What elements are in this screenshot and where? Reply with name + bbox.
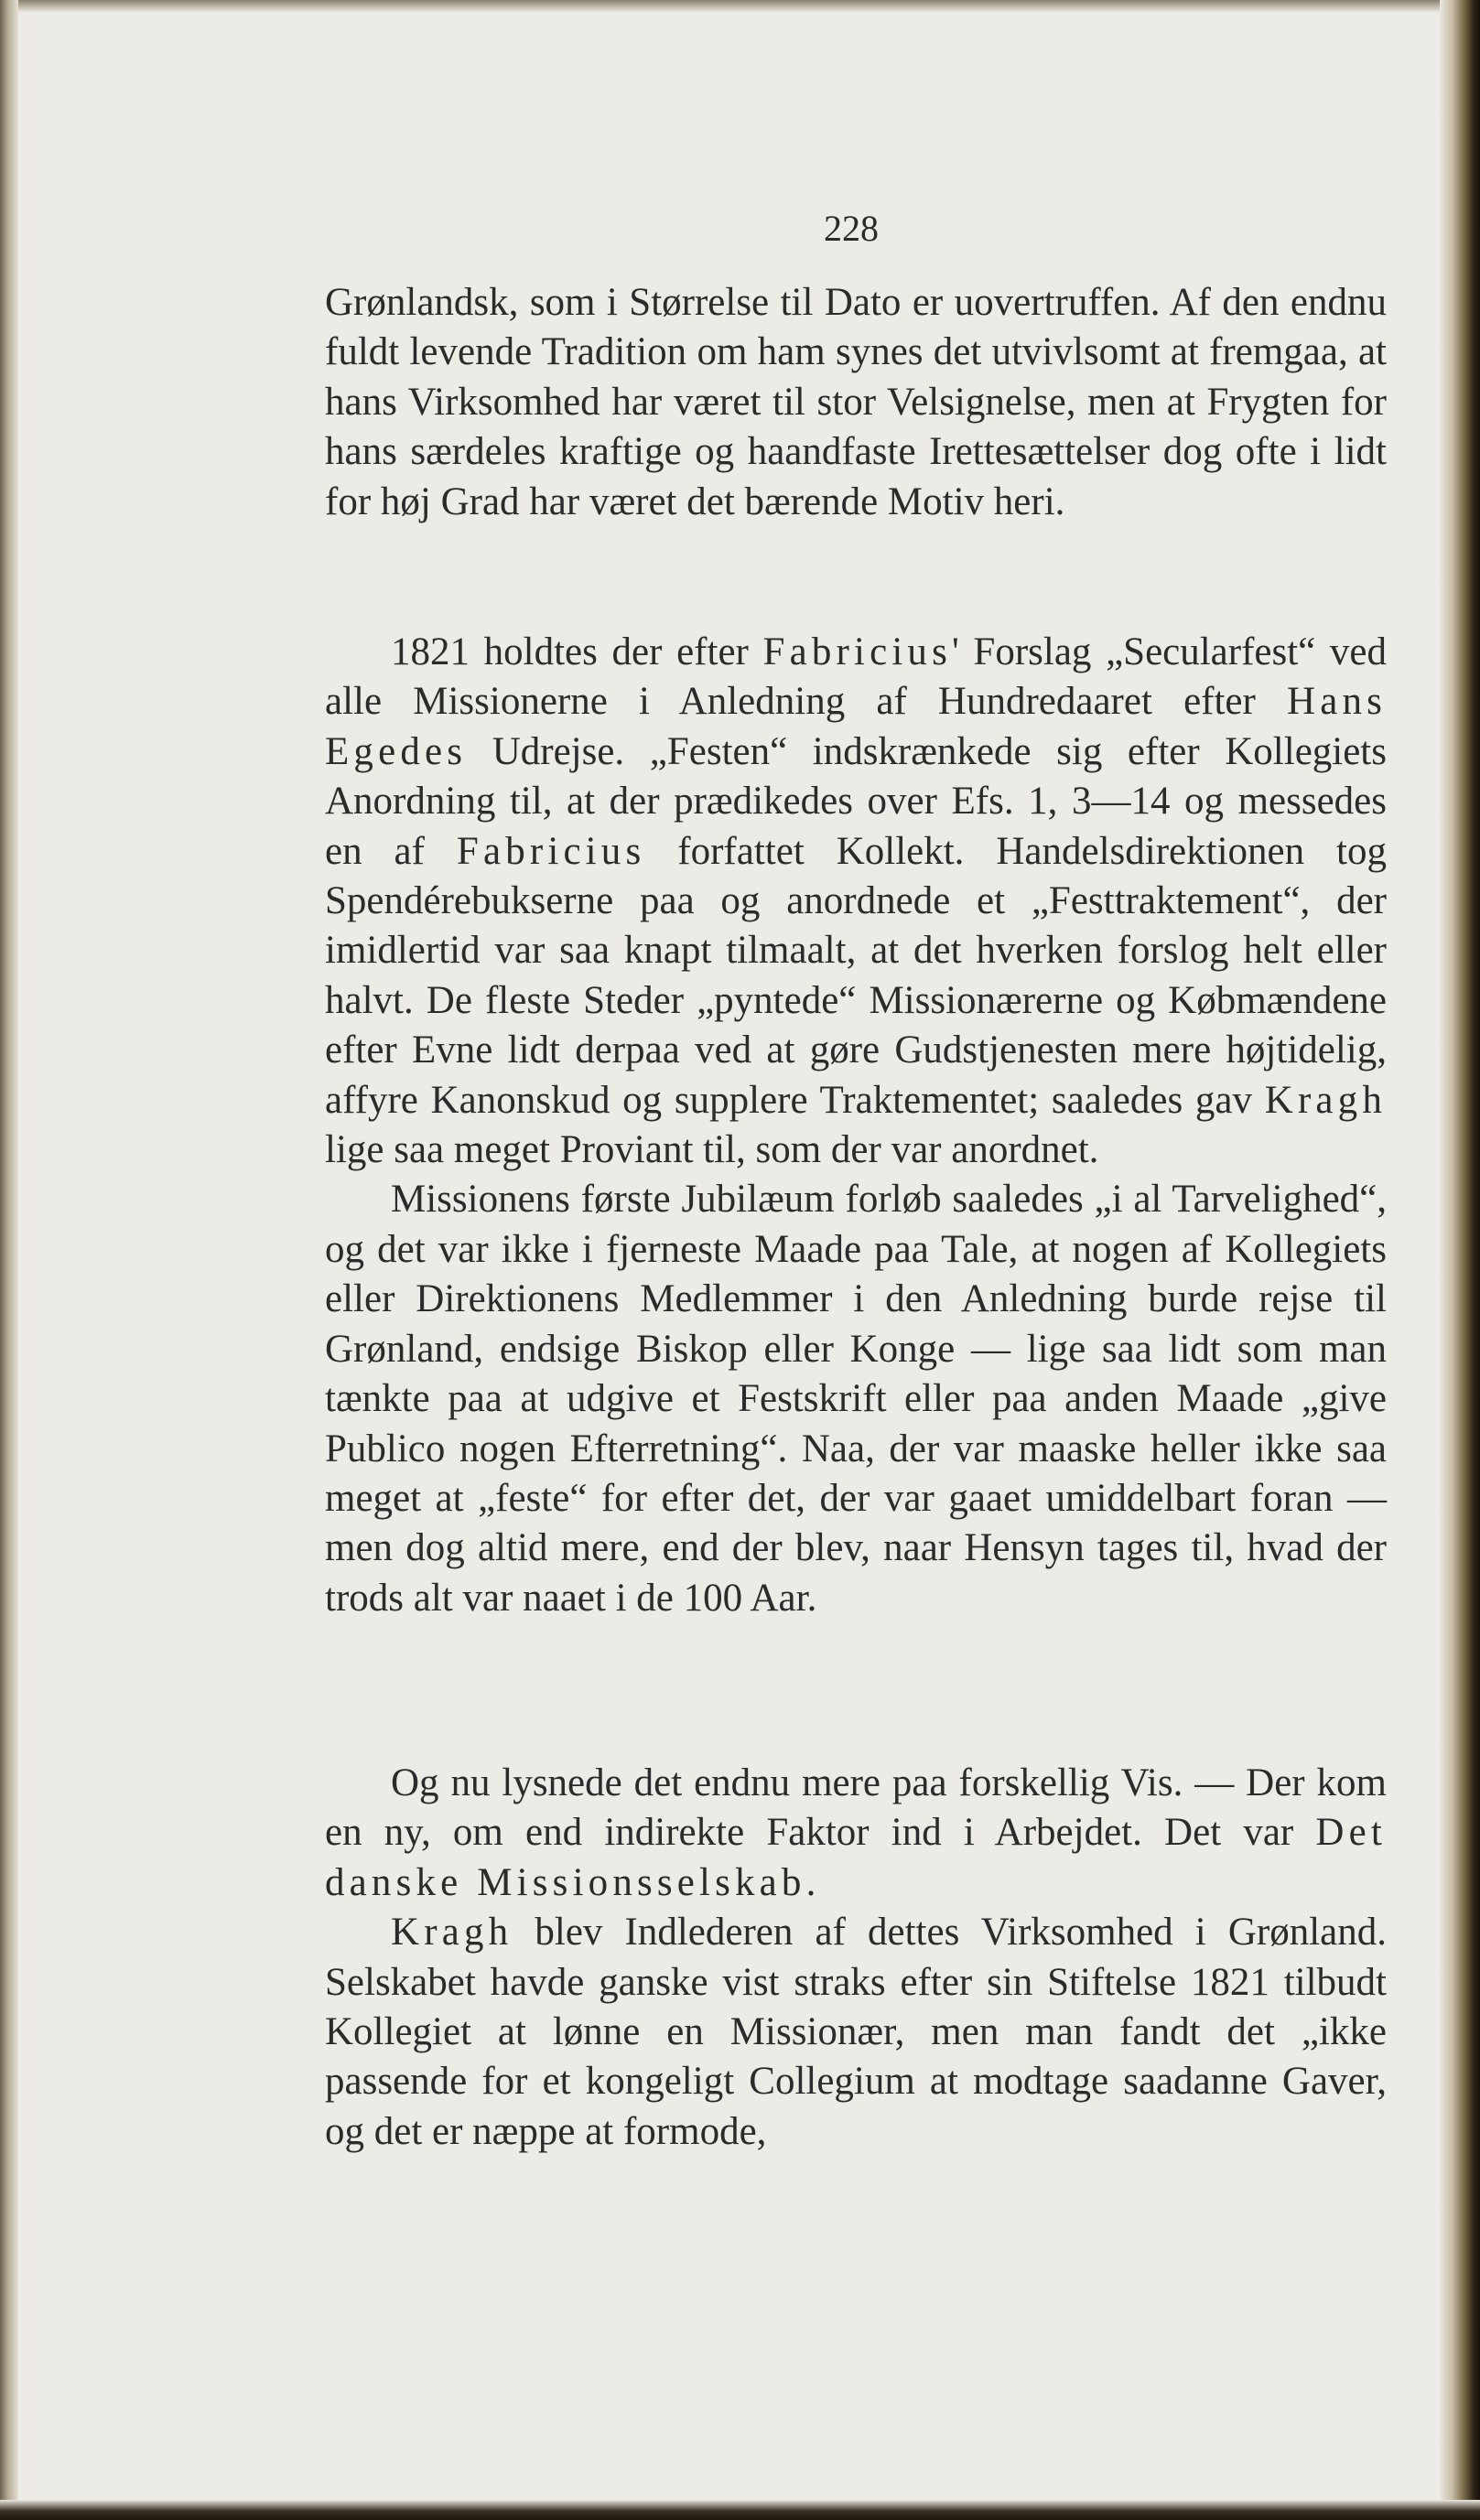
spaced-name-fabricius: Fabricius	[762, 630, 952, 673]
paragraph-4	[325, 1759, 1387, 1908]
text-block-1	[325, 278, 1387, 527]
spaced-name-hans-egedes: Hans Egedes	[325, 680, 1387, 773]
page-bottom-edge	[0, 2500, 1480, 2520]
text-span: forfattet Kollekt. Handelsdirektionen tog Spendérebukserne paa og anordnede et „Festtraktement“, der imidlertid var saa knapt tilmaalt, at det hverken forslog helt eller halvt. De fleste Steder „pyntede“ Missionærerne og Købmændene efter Evne lidt derpaa ved at gøre Gudstjenesten mere højtidelig, affyre Kanonskud og supplere Traktementet; saaledes gav	[325, 829, 1387, 1122]
page-top-edge	[0, 0, 1480, 13]
spaced-name-kragh: Kragh	[1264, 1078, 1387, 1122]
text-block-2	[325, 628, 1387, 1623]
text-span: Og nu lysnede det endnu mere paa forskellig Vis. — Der kom en ny, om end indirekte Faktor ind i Arbejdet. Det var	[325, 1761, 1387, 1855]
book-spine-shadow	[1440, 0, 1480, 2520]
text-span: 1821 holdtes der efter	[391, 630, 763, 673]
page-number: 228	[824, 208, 879, 249]
text-span: ' Forslag „Secularfest“ ved alle Missionerne i Anledning af Hundredaaret efter	[325, 630, 1388, 724]
spaced-name-kragh: Kragh	[391, 1911, 513, 1955]
text-span: blev Indlederen af dettes Virksomhed i Grønland. Selskabet havde ganske vist straks efter sin Stiftelse 1821 tilbudt Kollegiet at lønne en Missionær, men man fandt det „ikke passende for et kongeligt Collegium at modtage saadanne Gaver, og det er næppe at formode,	[325, 1911, 1387, 2153]
paragraph-3: Missionens første Jubilæum forløb saaledes „i al Tarvelighed“, og det var ikke i fjerneste Maade paa Tale, at nogen af Kollegiets eller Direktionens Medlemmer i den Anledning burde rejse til Grønland, endsige Biskop eller Konge — lige saa lidt som man tænkte paa at udgive et Festskrift eller paa anden Maade „give Publico nogen Efterretning“. Naa, der var maaske heller ikke saa meget at „feste“ for efter det, der var gaaet umiddelbart foran — men dog altid mere, end der blev, naar Hensyn tages til, hvad der trods alt var naaet i de 100 Aar.	[325, 1178, 1387, 1620]
spaced-name-fabricius: Fabricius	[456, 829, 646, 873]
text-span: .	[805, 1860, 816, 1904]
paragraph-2	[325, 628, 1387, 1175]
text-block-3	[325, 1759, 1387, 2157]
page-left-edge	[0, 0, 18, 2520]
spaced-name-missionsselskab: Det danske Missionsselskab	[325, 1811, 1387, 1904]
text-span: Udrejse. „Festen“ indskrænkede sig efter Kollegiets Anordning til, at der prædikedes over Efs. 1, 3—14 og messedes en af	[325, 729, 1387, 873]
paragraph-1: Grønlandsk, som i Størrelse til Dato er uovertruffen. Af den endnu fuldt levende Tradition om ham synes det utvivlsomt at fremgaa, at hans Virksomhed har været til stor Velsignelse, men at Frygten for hans særdeles kraftige og haandfaste Irettesættelser dog ofte i lidt for høj Grad har været det bærende Motiv heri.	[325, 281, 1387, 523]
paragraph-5	[325, 1908, 1387, 2157]
text-span: lige saa meget Proviant til, som der var anordnet.	[325, 1128, 1099, 1172]
